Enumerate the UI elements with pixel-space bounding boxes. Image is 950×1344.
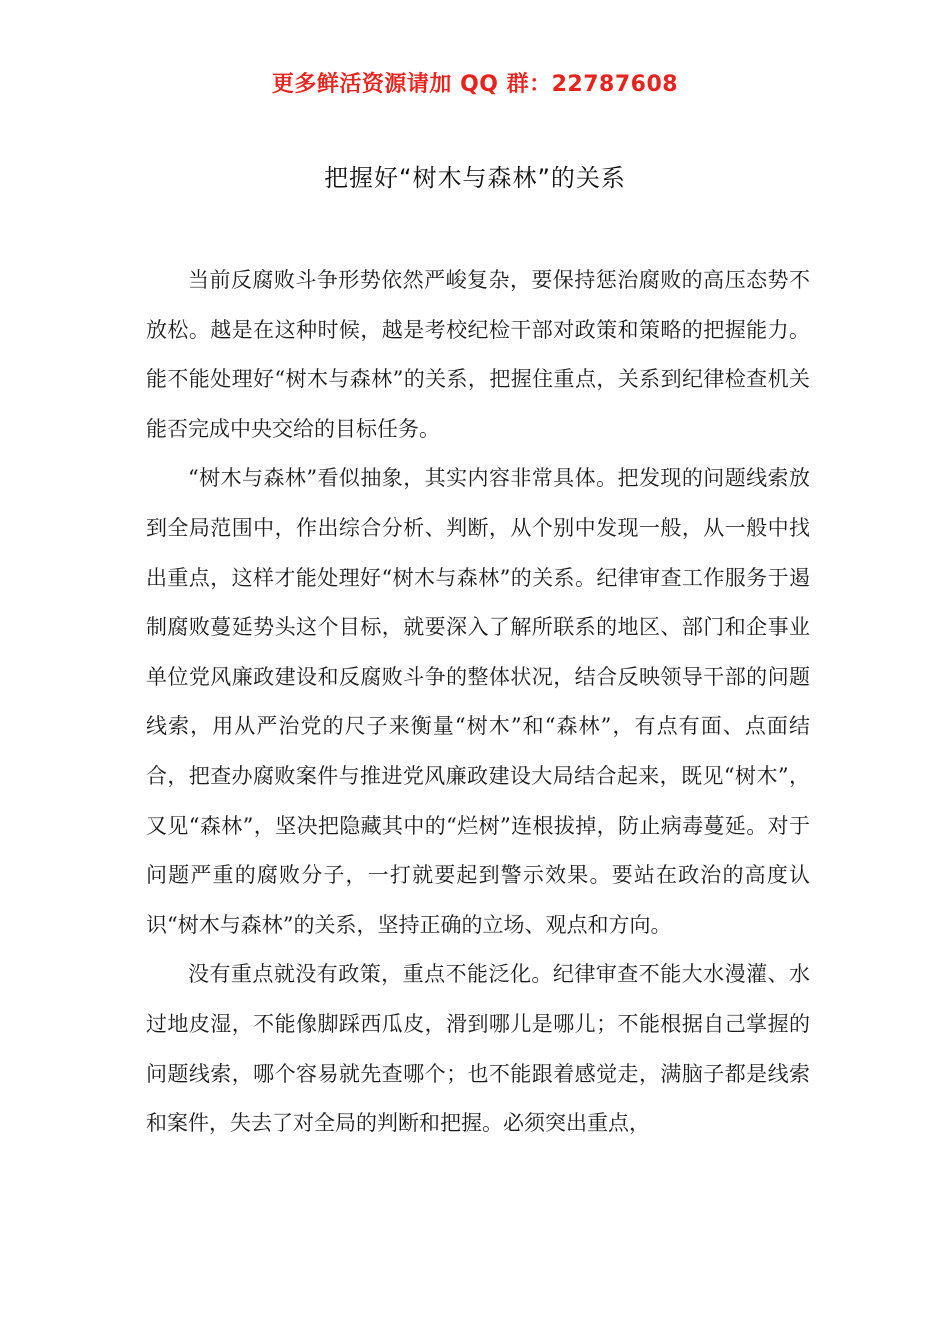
document-title: 把握好“树木与森林”的关系: [324, 164, 626, 192]
paragraph-3: 没有重点就没有政策，重点不能泛化。纪律审查不能大水漫灌、水过地皮湿，不能像脚踩西瓜皮，滑到哪儿是哪儿；不能根据自己掌握的问题线索，哪个容易就先查哪个；也不能跟着感觉走，满脑子都是线索和案件，失去了对全局的判断和把握。必须突出重点，: [146, 962, 810, 1136]
document-body: [146, 256, 810, 1149]
promo-banner: 更多鲜活资源请加 QQ 群：22787608: [271, 72, 679, 97]
paragraph-1: 当前反腐败斗争形势依然严峻复杂，要保持惩治腐败的高压态势不放松。越是在这种时候，越是考校纪检干部对政策和策略的把握能力。能不能处理好“树木与森林”的关系，把握住重点，关系到纪律检查机关能否完成中央交给的目标任务。: [146, 268, 810, 441]
paragraph-2: “树木与森林”看似抽象，其实内容非常具体。把发现的问题线索放到全局范围中，作出综合分析、判断，从个别中发现一般，从一般中找出重点，这样才能处理好“树木与森林”的关系。纪律审查工作服务于遏制腐败蔓延势头这个目标，就要深入了解所联系的地区、部门和企事业单位党风廉政建设和反腐败斗争的整体状况，结合反映领导干部的问题线索，用从严治党的尺子来衡量“树木”和“森林”，有点有面、点面结合，把查办腐败案件与推进党风廉政建设大局结合起来，既见“树木”，又见“森林”，坚决把隐藏其中的“烂树”连根拔掉，防止病毒蔓延。对于问题严重的腐败分子，一打就要起到警示效果。要站在政治的高度认识“树木与森林”的关系，坚持正确的立场、观点和方向。: [146, 466, 810, 937]
